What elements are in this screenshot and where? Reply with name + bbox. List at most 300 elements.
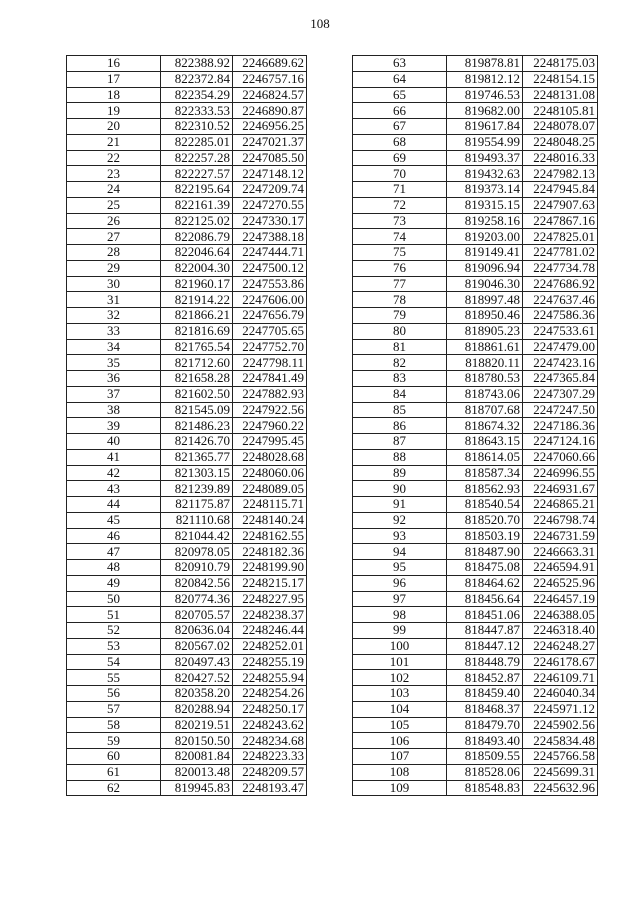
x-coordinate-cell: 818674.32 xyxy=(447,418,523,434)
point-number-cell: 71 xyxy=(353,182,447,198)
x-coordinate-cell: 821545.09 xyxy=(161,402,233,418)
table-row xyxy=(353,544,598,560)
point-number-cell: 80 xyxy=(353,323,447,339)
y-coordinate-cell: 2247798.11 xyxy=(233,355,307,371)
point-number-cell: 86 xyxy=(353,418,447,434)
x-coordinate-cell: 819493.37 xyxy=(447,150,523,166)
y-coordinate-cell: 2248223.33 xyxy=(233,749,307,765)
x-coordinate-cell: 821303.15 xyxy=(161,465,233,481)
x-coordinate-cell: 818475.08 xyxy=(447,560,523,576)
x-coordinate-cell: 820705.57 xyxy=(161,607,233,623)
x-coordinate-cell: 819203.00 xyxy=(447,229,523,245)
table-row xyxy=(67,418,307,434)
y-coordinate-cell: 2247307.29 xyxy=(523,386,598,402)
x-coordinate-cell: 818540.54 xyxy=(447,497,523,513)
y-coordinate-cell: 2246248.27 xyxy=(523,638,598,654)
point-number-cell: 46 xyxy=(67,528,161,544)
point-number-cell: 81 xyxy=(353,339,447,355)
point-number-cell: 27 xyxy=(67,229,161,245)
y-coordinate-cell: 2248209.57 xyxy=(233,764,307,780)
point-number-cell: 41 xyxy=(67,449,161,465)
table-row xyxy=(67,308,307,324)
point-number-cell: 83 xyxy=(353,371,447,387)
y-coordinate-cell: 2247247.50 xyxy=(523,402,598,418)
y-coordinate-cell: 2248048.25 xyxy=(523,134,598,150)
point-number-cell: 18 xyxy=(67,87,161,103)
table-row xyxy=(353,103,598,119)
table-row xyxy=(353,481,598,497)
x-coordinate-cell: 818451.06 xyxy=(447,607,523,623)
y-coordinate-cell: 2246956.25 xyxy=(233,119,307,135)
y-coordinate-cell: 2247637.46 xyxy=(523,292,598,308)
point-number-cell: 72 xyxy=(353,197,447,213)
table-row xyxy=(353,134,598,150)
table-row xyxy=(353,717,598,733)
table-row xyxy=(67,276,307,292)
table-row xyxy=(67,292,307,308)
table-row xyxy=(67,749,307,765)
point-number-cell: 42 xyxy=(67,465,161,481)
point-number-cell: 74 xyxy=(353,229,447,245)
y-coordinate-cell: 2245766.58 xyxy=(523,749,598,765)
y-coordinate-cell: 2247752.70 xyxy=(233,339,307,355)
point-number-cell: 49 xyxy=(67,575,161,591)
point-number-cell: 79 xyxy=(353,308,447,324)
y-coordinate-cell: 2247423.16 xyxy=(523,355,598,371)
table-row xyxy=(67,150,307,166)
point-number-cell: 101 xyxy=(353,654,447,670)
point-number-cell: 47 xyxy=(67,544,161,560)
table-row xyxy=(67,134,307,150)
x-coordinate-cell: 821866.21 xyxy=(161,308,233,324)
y-coordinate-cell: 2246388.05 xyxy=(523,607,598,623)
x-coordinate-cell: 822195.64 xyxy=(161,182,233,198)
x-coordinate-cell: 821960.17 xyxy=(161,276,233,292)
x-coordinate-cell: 818707.68 xyxy=(447,402,523,418)
point-number-cell: 88 xyxy=(353,449,447,465)
y-coordinate-cell: 2247186.36 xyxy=(523,418,598,434)
point-number-cell: 91 xyxy=(353,497,447,513)
y-coordinate-cell: 2247209.74 xyxy=(233,182,307,198)
point-number-cell: 92 xyxy=(353,512,447,528)
table-row xyxy=(353,638,598,654)
table-row xyxy=(353,276,598,292)
point-number-cell: 99 xyxy=(353,623,447,639)
point-number-cell: 20 xyxy=(67,119,161,135)
point-number-cell: 57 xyxy=(67,701,161,717)
x-coordinate-cell: 821239.89 xyxy=(161,481,233,497)
y-coordinate-cell: 2247553.86 xyxy=(233,276,307,292)
x-coordinate-cell: 820427.52 xyxy=(161,670,233,686)
table-row xyxy=(353,355,598,371)
point-number-cell: 89 xyxy=(353,465,447,481)
y-coordinate-cell: 2247686.92 xyxy=(523,276,598,292)
table-row xyxy=(67,575,307,591)
table-row xyxy=(67,434,307,450)
y-coordinate-cell: 2248162.55 xyxy=(233,528,307,544)
point-number-cell: 53 xyxy=(67,638,161,654)
point-number-cell: 43 xyxy=(67,481,161,497)
x-coordinate-cell: 818780.53 xyxy=(447,371,523,387)
x-coordinate-cell: 822257.28 xyxy=(161,150,233,166)
x-coordinate-cell: 822086.79 xyxy=(161,229,233,245)
point-number-cell: 106 xyxy=(353,733,447,749)
y-coordinate-cell: 2247500.12 xyxy=(233,260,307,276)
y-coordinate-cell: 2246525.96 xyxy=(523,575,598,591)
y-coordinate-cell: 2246318.40 xyxy=(523,623,598,639)
point-number-cell: 63 xyxy=(353,56,447,72)
point-number-cell: 94 xyxy=(353,544,447,560)
table-row xyxy=(67,56,307,72)
y-coordinate-cell: 2245632.96 xyxy=(523,780,598,796)
table-row xyxy=(67,686,307,702)
table-row xyxy=(67,71,307,87)
y-coordinate-cell: 2248131.08 xyxy=(523,87,598,103)
table-row xyxy=(353,402,598,418)
table-row xyxy=(67,449,307,465)
point-number-cell: 56 xyxy=(67,686,161,702)
x-coordinate-cell: 819812.12 xyxy=(447,71,523,87)
point-number-cell: 31 xyxy=(67,292,161,308)
y-coordinate-cell: 2248154.15 xyxy=(523,71,598,87)
x-coordinate-cell: 820288.94 xyxy=(161,701,233,717)
y-coordinate-cell: 2245971.12 xyxy=(523,701,598,717)
y-coordinate-cell: 2247960.22 xyxy=(233,418,307,434)
y-coordinate-cell: 2246824.57 xyxy=(233,87,307,103)
table-row xyxy=(353,292,598,308)
x-coordinate-cell: 818456.64 xyxy=(447,591,523,607)
x-coordinate-cell: 819617.84 xyxy=(447,119,523,135)
point-number-cell: 52 xyxy=(67,623,161,639)
table-row xyxy=(67,497,307,513)
point-number-cell: 17 xyxy=(67,71,161,87)
point-number-cell: 44 xyxy=(67,497,161,513)
table-row xyxy=(353,119,598,135)
x-coordinate-cell: 820978.05 xyxy=(161,544,233,560)
x-coordinate-cell: 821914.22 xyxy=(161,292,233,308)
x-coordinate-cell: 818528.06 xyxy=(447,764,523,780)
x-coordinate-cell: 818743.06 xyxy=(447,386,523,402)
table-row xyxy=(353,339,598,355)
y-coordinate-cell: 2247270.55 xyxy=(233,197,307,213)
table-row xyxy=(67,402,307,418)
y-coordinate-cell: 2247705.65 xyxy=(233,323,307,339)
table-row xyxy=(67,229,307,245)
x-coordinate-cell: 818905.23 xyxy=(447,323,523,339)
point-number-cell: 84 xyxy=(353,386,447,402)
y-coordinate-cell: 2247922.56 xyxy=(233,402,307,418)
table-row xyxy=(353,182,598,198)
y-coordinate-cell: 2247479.00 xyxy=(523,339,598,355)
table-row xyxy=(67,182,307,198)
table-row xyxy=(353,528,598,544)
table-row xyxy=(353,497,598,513)
x-coordinate-cell: 818493.40 xyxy=(447,733,523,749)
point-number-cell: 102 xyxy=(353,670,447,686)
table-row xyxy=(67,339,307,355)
point-number-cell: 29 xyxy=(67,260,161,276)
x-coordinate-cell: 821110.68 xyxy=(161,512,233,528)
y-coordinate-cell: 2247656.79 xyxy=(233,308,307,324)
x-coordinate-cell: 821765.54 xyxy=(161,339,233,355)
table-row xyxy=(67,623,307,639)
y-coordinate-cell: 2247021.37 xyxy=(233,134,307,150)
point-number-cell: 77 xyxy=(353,276,447,292)
x-coordinate-cell: 821486.23 xyxy=(161,418,233,434)
table-row xyxy=(67,607,307,623)
point-number-cell: 78 xyxy=(353,292,447,308)
point-number-cell: 50 xyxy=(67,591,161,607)
table-row xyxy=(67,544,307,560)
point-number-cell: 66 xyxy=(353,103,447,119)
point-number-cell: 75 xyxy=(353,245,447,261)
x-coordinate-cell: 818503.19 xyxy=(447,528,523,544)
table-row xyxy=(67,103,307,119)
x-coordinate-cell: 821816.69 xyxy=(161,323,233,339)
y-coordinate-cell: 2247388.18 xyxy=(233,229,307,245)
table-row xyxy=(67,355,307,371)
y-coordinate-cell: 2247148.12 xyxy=(233,166,307,182)
x-coordinate-cell: 819315.15 xyxy=(447,197,523,213)
x-coordinate-cell: 820636.04 xyxy=(161,623,233,639)
x-coordinate-cell: 822125.02 xyxy=(161,213,233,229)
point-number-cell: 62 xyxy=(67,780,161,796)
y-coordinate-cell: 2247841.49 xyxy=(233,371,307,387)
y-coordinate-cell: 2248252.01 xyxy=(233,638,307,654)
table-row xyxy=(67,119,307,135)
y-coordinate-cell: 2248016.33 xyxy=(523,150,598,166)
y-coordinate-cell: 2248199.90 xyxy=(233,560,307,576)
point-number-cell: 65 xyxy=(353,87,447,103)
x-coordinate-cell: 818997.48 xyxy=(447,292,523,308)
y-coordinate-cell: 2247085.50 xyxy=(233,150,307,166)
y-coordinate-cell: 2248140.24 xyxy=(233,512,307,528)
x-coordinate-cell: 819746.53 xyxy=(447,87,523,103)
y-coordinate-cell: 2247825.01 xyxy=(523,229,598,245)
y-coordinate-cell: 2247882.93 xyxy=(233,386,307,402)
point-number-cell: 64 xyxy=(353,71,447,87)
y-coordinate-cell: 2247330.17 xyxy=(233,213,307,229)
x-coordinate-cell: 819373.14 xyxy=(447,182,523,198)
y-coordinate-cell: 2248255.94 xyxy=(233,670,307,686)
table-row xyxy=(67,323,307,339)
x-coordinate-cell: 818562.93 xyxy=(447,481,523,497)
y-coordinate-cell: 2248028.68 xyxy=(233,449,307,465)
point-number-cell: 55 xyxy=(67,670,161,686)
x-coordinate-cell: 820081.84 xyxy=(161,749,233,765)
table-row xyxy=(67,528,307,544)
point-number-cell: 109 xyxy=(353,780,447,796)
table-row xyxy=(67,260,307,276)
x-coordinate-cell: 818520.70 xyxy=(447,512,523,528)
table-row xyxy=(353,575,598,591)
y-coordinate-cell: 2246109.71 xyxy=(523,670,598,686)
point-number-cell: 38 xyxy=(67,402,161,418)
table-row xyxy=(353,780,598,796)
x-coordinate-cell: 818950.46 xyxy=(447,308,523,324)
x-coordinate-cell: 820150.50 xyxy=(161,733,233,749)
table-row xyxy=(67,197,307,213)
table-row xyxy=(353,213,598,229)
x-coordinate-cell: 821426.70 xyxy=(161,434,233,450)
table-row xyxy=(67,591,307,607)
x-coordinate-cell: 822227.57 xyxy=(161,166,233,182)
coordinates-table-left xyxy=(66,55,307,796)
point-number-cell: 69 xyxy=(353,150,447,166)
y-coordinate-cell: 2248227.95 xyxy=(233,591,307,607)
page-number: 108 xyxy=(310,16,330,31)
point-number-cell: 23 xyxy=(67,166,161,182)
coordinates-table-right xyxy=(352,55,598,796)
table-row xyxy=(67,371,307,387)
x-coordinate-cell: 821602.50 xyxy=(161,386,233,402)
point-number-cell: 45 xyxy=(67,512,161,528)
point-number-cell: 59 xyxy=(67,733,161,749)
x-coordinate-cell: 818509.55 xyxy=(447,749,523,765)
y-coordinate-cell: 2248215.17 xyxy=(233,575,307,591)
y-coordinate-cell: 2248238.37 xyxy=(233,607,307,623)
table-row xyxy=(353,418,598,434)
table-row xyxy=(353,245,598,261)
point-number-cell: 30 xyxy=(67,276,161,292)
point-number-cell: 28 xyxy=(67,245,161,261)
x-coordinate-cell: 820497.43 xyxy=(161,654,233,670)
x-coordinate-cell: 819878.81 xyxy=(447,56,523,72)
point-number-cell: 25 xyxy=(67,197,161,213)
x-coordinate-cell: 820842.56 xyxy=(161,575,233,591)
point-number-cell: 76 xyxy=(353,260,447,276)
x-coordinate-cell: 821365.77 xyxy=(161,449,233,465)
x-coordinate-cell: 822372.84 xyxy=(161,71,233,87)
table-row xyxy=(353,434,598,450)
point-number-cell: 33 xyxy=(67,323,161,339)
point-number-cell: 87 xyxy=(353,434,447,450)
table-row xyxy=(67,465,307,481)
table-row xyxy=(353,166,598,182)
table-row xyxy=(353,386,598,402)
y-coordinate-cell: 2245902.56 xyxy=(523,717,598,733)
x-coordinate-cell: 820567.02 xyxy=(161,638,233,654)
point-number-cell: 105 xyxy=(353,717,447,733)
point-number-cell: 58 xyxy=(67,717,161,733)
table-row xyxy=(353,87,598,103)
point-number-cell: 51 xyxy=(67,607,161,623)
point-number-cell: 32 xyxy=(67,308,161,324)
x-coordinate-cell: 819149.41 xyxy=(447,245,523,261)
y-coordinate-cell: 2246931.67 xyxy=(523,481,598,497)
point-number-cell: 68 xyxy=(353,134,447,150)
point-number-cell: 103 xyxy=(353,686,447,702)
y-coordinate-cell: 2246996.55 xyxy=(523,465,598,481)
table-row xyxy=(353,560,598,576)
table-row xyxy=(67,701,307,717)
x-coordinate-cell: 822333.53 xyxy=(161,103,233,119)
x-coordinate-cell: 821712.60 xyxy=(161,355,233,371)
table-row xyxy=(353,512,598,528)
table-row xyxy=(67,213,307,229)
table-row xyxy=(353,465,598,481)
y-coordinate-cell: 2247533.61 xyxy=(523,323,598,339)
table-row xyxy=(353,654,598,670)
point-number-cell: 70 xyxy=(353,166,447,182)
x-coordinate-cell: 818479.70 xyxy=(447,717,523,733)
y-coordinate-cell: 2248089.05 xyxy=(233,481,307,497)
table-row xyxy=(67,560,307,576)
point-number-cell: 97 xyxy=(353,591,447,607)
x-coordinate-cell: 818452.87 xyxy=(447,670,523,686)
x-coordinate-cell: 818487.90 xyxy=(447,544,523,560)
point-number-cell: 85 xyxy=(353,402,447,418)
table-row xyxy=(353,591,598,607)
y-coordinate-cell: 2248078.07 xyxy=(523,119,598,135)
x-coordinate-cell: 818548.83 xyxy=(447,780,523,796)
table-row xyxy=(353,749,598,765)
table-row xyxy=(353,197,598,213)
point-number-cell: 22 xyxy=(67,150,161,166)
y-coordinate-cell: 2247781.02 xyxy=(523,245,598,261)
x-coordinate-cell: 819258.16 xyxy=(447,213,523,229)
x-coordinate-cell: 821658.28 xyxy=(161,371,233,387)
table-row xyxy=(353,449,598,465)
table-row xyxy=(353,371,598,387)
x-coordinate-cell: 822161.39 xyxy=(161,197,233,213)
point-number-cell: 26 xyxy=(67,213,161,229)
point-number-cell: 104 xyxy=(353,701,447,717)
point-number-cell: 60 xyxy=(67,749,161,765)
y-coordinate-cell: 2246798.74 xyxy=(523,512,598,528)
x-coordinate-cell: 819432.63 xyxy=(447,166,523,182)
table-row xyxy=(67,245,307,261)
x-coordinate-cell: 821175.87 xyxy=(161,497,233,513)
y-coordinate-cell: 2248255.19 xyxy=(233,654,307,670)
point-number-cell: 37 xyxy=(67,386,161,402)
table-row xyxy=(67,481,307,497)
x-coordinate-cell: 820219.51 xyxy=(161,717,233,733)
table-row xyxy=(353,764,598,780)
y-coordinate-cell: 2246663.31 xyxy=(523,544,598,560)
table-row xyxy=(67,780,307,796)
y-coordinate-cell: 2248182.36 xyxy=(233,544,307,560)
x-coordinate-cell: 818448.79 xyxy=(447,654,523,670)
point-number-cell: 95 xyxy=(353,560,447,576)
point-number-cell: 24 xyxy=(67,182,161,198)
point-number-cell: 54 xyxy=(67,654,161,670)
x-coordinate-cell: 818459.40 xyxy=(447,686,523,702)
x-coordinate-cell: 820774.36 xyxy=(161,591,233,607)
y-coordinate-cell: 2248115.71 xyxy=(233,497,307,513)
x-coordinate-cell: 818861.61 xyxy=(447,339,523,355)
table-row xyxy=(67,87,307,103)
y-coordinate-cell: 2247982.13 xyxy=(523,166,598,182)
x-coordinate-cell: 818587.34 xyxy=(447,465,523,481)
x-coordinate-cell: 820358.20 xyxy=(161,686,233,702)
x-coordinate-cell: 822354.29 xyxy=(161,87,233,103)
table-row xyxy=(67,717,307,733)
y-coordinate-cell: 2246890.87 xyxy=(233,103,307,119)
x-coordinate-cell: 819096.94 xyxy=(447,260,523,276)
y-coordinate-cell: 2247365.84 xyxy=(523,371,598,387)
x-coordinate-cell: 818643.15 xyxy=(447,434,523,450)
point-number-cell: 107 xyxy=(353,749,447,765)
table-row xyxy=(353,308,598,324)
table-row xyxy=(353,150,598,166)
y-coordinate-cell: 2246689.62 xyxy=(233,56,307,72)
y-coordinate-cell: 2246865.21 xyxy=(523,497,598,513)
table-row xyxy=(67,654,307,670)
table-row xyxy=(67,670,307,686)
y-coordinate-cell: 2246757.16 xyxy=(233,71,307,87)
x-coordinate-cell: 819945.83 xyxy=(161,780,233,796)
